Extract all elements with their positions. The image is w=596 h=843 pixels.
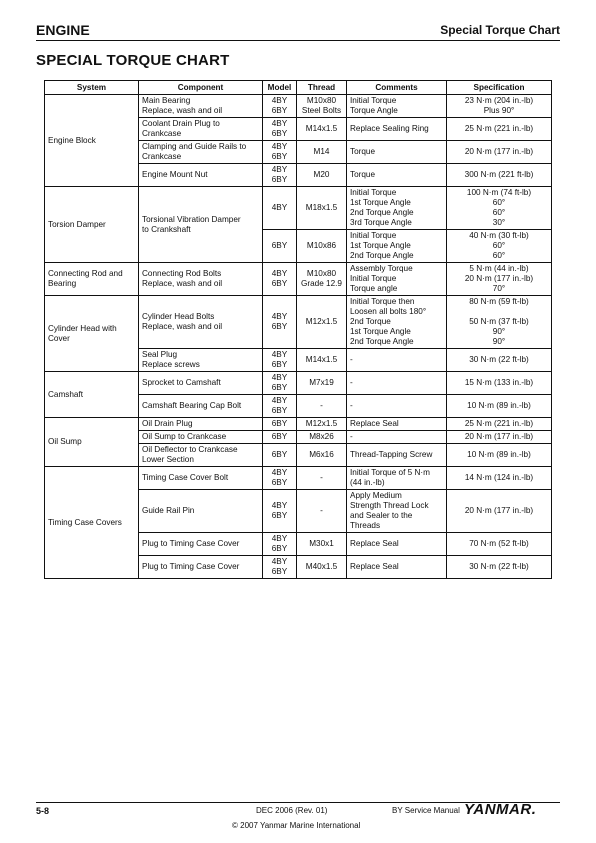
specification-cell: 15 N·m (133 in.-lb) [447,372,552,395]
component-cell: Coolant Drain Plug to Crankcase [139,118,263,141]
system-cell: Engine Block [45,95,139,187]
thread-cell: - [297,395,347,418]
specification-cell: 100 N·m (74 ft-lb) 60° 60° 30° [447,187,552,230]
specification-cell: 10 N·m (89 in.-lb) [447,444,552,467]
component-cell: Connecting Rod Bolts Replace, wash and oil [139,263,263,296]
specification-cell: 30 N·m (22 ft-lb) [447,349,552,372]
model-cell: 4BY 6BY [263,296,297,349]
revision-date: DEC 2006 (Rev. 01) [256,806,328,815]
page-title: SPECIAL TORQUE CHART [36,52,230,69]
model-cell: 4BY 6BY [263,95,297,118]
column-header-model: Model [263,81,297,95]
model-cell: 6BY [263,431,297,444]
comments-cell: Replace Seal [347,418,447,431]
component-cell: Engine Mount Nut [139,164,263,187]
specification-cell: 14 N·m (124 in.-lb) [447,467,552,490]
specification-cell: 25 N·m (221 in.-lb) [447,418,552,431]
thread-cell: M12x1.5 [297,418,347,431]
specification-cell: 10 N·m (89 in.-lb) [447,395,552,418]
comments-cell: Assembly Torque Initial Torque Torque angle [347,263,447,296]
comments-cell: Thread-Tapping Screw [347,444,447,467]
model-cell: 6BY [263,444,297,467]
thread-cell: M14x1.5 [297,349,347,372]
thread-cell: M10x80 Steel Bolts [297,95,347,118]
specification-cell: 25 N·m (221 in.-lb) [447,118,552,141]
page-number: 5-8 [36,806,50,816]
component-cell: Plug to Timing Case Cover [139,533,263,556]
model-cell: 4BY 6BY [263,467,297,490]
column-header-component: Component [139,81,263,95]
component-cell: Sprocket to Camshaft [139,372,263,395]
table-row [45,296,552,349]
comments-cell: Torque [347,164,447,187]
component-cell: Guide Rail Pin [139,490,263,533]
table-row [45,95,552,118]
specification-cell: 20 N·m (177 in.-lb) [447,141,552,164]
model-cell: 4BY 6BY [263,395,297,418]
page-header [36,22,560,40]
comments-cell: - [347,395,447,418]
column-header-specification: Specification [447,81,552,95]
component-cell: Camshaft Bearing Cap Bolt [139,395,263,418]
thread-cell: M10x80 Grade 12.9 [297,263,347,296]
model-cell: 4BY 6BY [263,349,297,372]
column-header-thread: Thread [297,81,347,95]
specification-cell: 300 N·m (221 ft-lb) [447,164,552,187]
specification-cell: 5 N·m (44 in.-lb) 20 N·m (177 in.-lb) 70° [447,263,552,296]
table-row [45,187,552,230]
component-cell: Clamping and Guide Rails to Crankcase [139,141,263,164]
thread-cell: M10x86 [297,230,347,263]
column-header-system: System [45,81,139,95]
thread-cell: M20 [297,164,347,187]
section-title: ENGINE [36,22,90,38]
model-cell: 6BY [263,418,297,431]
system-cell: Camshaft [45,372,139,418]
torque-table [44,80,552,579]
specification-cell: 30 N·m (22 ft-lb) [447,556,552,579]
specification-cell: 20 N·m (177 in.-lb) [447,431,552,444]
model-cell: 6BY [263,230,297,263]
comments-cell: - [347,349,447,372]
comments-cell: Initial Torque then Loosen all bolts 180° 2nd Torque 1st Torque Angle 2nd Torque Angle [347,296,447,349]
component-cell: Torsional Vibration Damper to Crankshaft [139,187,263,263]
chapter-title: Special Torque Chart [440,23,560,37]
specification-cell: 40 N·m (30 ft-lb) 60° 60° [447,230,552,263]
component-cell: Oil Sump to Crankcase [139,431,263,444]
model-cell: 4BY 6BY [263,118,297,141]
thread-cell: - [297,490,347,533]
specification-cell: 70 N·m (52 ft-lb) [447,533,552,556]
thread-cell: M40x1.5 [297,556,347,579]
table-body [45,95,552,579]
table-row [45,418,552,431]
comments-cell: Initial Torque 1st Torque Angle 2nd Torque Angle [347,230,447,263]
model-cell: 4BY 6BY [263,263,297,296]
component-cell: Plug to Timing Case Cover [139,556,263,579]
component-cell: Cylinder Head Bolts Replace, wash and oil [139,296,263,349]
column-header-comments: Comments [347,81,447,95]
component-cell: Oil Deflector to Crankcase Lower Section [139,444,263,467]
component-cell: Timing Case Cover Bolt [139,467,263,490]
model-cell: 4BY 6BY [263,533,297,556]
yanmar-logo: YANMAR. [464,801,537,818]
system-cell: Cylinder Head with Cover [45,296,139,372]
comments-cell: Replace Sealing Ring [347,118,447,141]
model-cell: 4BY 6BY [263,372,297,395]
comments-cell: - [347,372,447,395]
thread-cell: M14 [297,141,347,164]
model-cell: 4BY 6BY [263,556,297,579]
model-cell: 4BY [263,187,297,230]
model-cell: 4BY 6BY [263,141,297,164]
system-cell: Connecting Rod and Bearing [45,263,139,296]
model-cell: 4BY 6BY [263,490,297,533]
header-divider [36,40,560,41]
thread-cell: M14x1.5 [297,118,347,141]
comments-cell: - [347,431,447,444]
system-cell: Torsion Damper [45,187,139,263]
model-cell: 4BY 6BY [263,164,297,187]
component-cell: Seal Plug Replace screws [139,349,263,372]
comments-cell: Torque [347,141,447,164]
thread-cell: M18x1.5 [297,187,347,230]
comments-cell: Apply Medium Strength Thread Lock and Sealer to the Threads [347,490,447,533]
system-cell: Timing Case Covers [45,467,139,579]
table-row [45,263,552,296]
thread-cell: M8x26 [297,431,347,444]
comments-cell: Replace Seal [347,556,447,579]
comments-cell: Initial Torque Torque Angle [347,95,447,118]
copyright-notice: © 2007 Yanmar Marine International [232,821,361,830]
table-header-row [45,81,552,95]
system-cell: Oil Sump [45,418,139,467]
table-row [45,372,552,395]
thread-cell: M6x16 [297,444,347,467]
comments-cell: Replace Seal [347,533,447,556]
thread-cell: - [297,467,347,490]
thread-cell: M12x1.5 [297,296,347,349]
specification-cell: 23 N·m (204 in.-lb) Plus 90° [447,95,552,118]
specification-cell: 20 N·m (177 in.-lb) [447,490,552,533]
component-cell: Oil Drain Plug [139,418,263,431]
comments-cell: Initial Torque 1st Torque Angle 2nd Torque Angle 3rd Torque Angle [347,187,447,230]
component-cell: Main Bearing Replace, wash and oil [139,95,263,118]
thread-cell: M7x19 [297,372,347,395]
comments-cell: Initial Torque of 5 N·m (44 in.-lb) [347,467,447,490]
manual-name: BY Service Manual [392,806,460,815]
specification-cell: 80 N·m (59 ft-lb) 50 N·m (37 ft-lb) 90° 90° [447,296,552,349]
table-row [45,467,552,490]
thread-cell: M30x1 [297,533,347,556]
